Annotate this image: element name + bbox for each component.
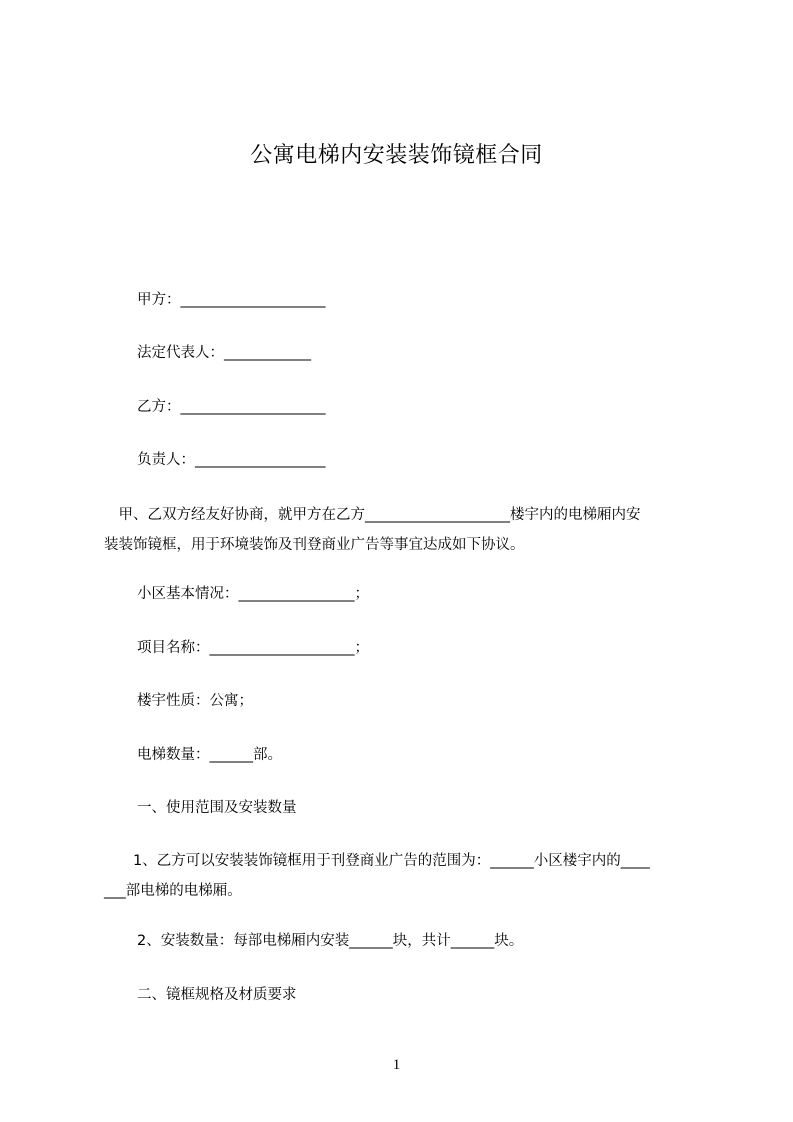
clause-2-line: 2、安装数量：每部电梯厢内安装______块，共计______块。 <box>137 933 524 949</box>
building-nature-line: 楼宇性质：公寓； <box>137 693 253 709</box>
party-b-line: 乙方：____________________ <box>137 399 326 415</box>
section-1-heading: 一、使用范围及安装数量 <box>137 800 297 816</box>
intro-paragraph <box>104 500 716 560</box>
document-title: 公寓电梯内安装装饰镜框合同 <box>250 143 543 168</box>
section-2-heading: 二、镜框规格及材质要求 <box>137 987 297 1003</box>
clause-1-paragraph <box>104 846 716 906</box>
intro-line-2: 装装饰镜框，用于环境装饰及刊登商业广告等事宜达成如下协议。 <box>104 537 525 553</box>
clause-1-line-2: ___部电梯的电梯厢。 <box>104 883 242 899</box>
intro-line-1: 甲、乙双方经友好协商，就甲方在乙方____________________楼宇内的电梯厢内安 <box>104 507 641 523</box>
clause-1-line-1: 1、乙方可以安装装饰镜框用于刊登商业广告的范围为：______小区楼宇内的____ <box>104 853 650 869</box>
elevator-count-line: 电梯数量：______部。 <box>137 747 282 763</box>
legal-representative-line: 法定代表人：____________ <box>137 345 311 361</box>
responsible-person-line: 负责人：__________________ <box>137 452 326 468</box>
community-info-line: 小区基本情况：________________； <box>137 586 369 602</box>
page-number: 1 <box>392 1057 401 1073</box>
party-a-line: 甲方：____________________ <box>137 292 326 308</box>
project-name-line: 项目名称：____________________； <box>137 640 369 656</box>
